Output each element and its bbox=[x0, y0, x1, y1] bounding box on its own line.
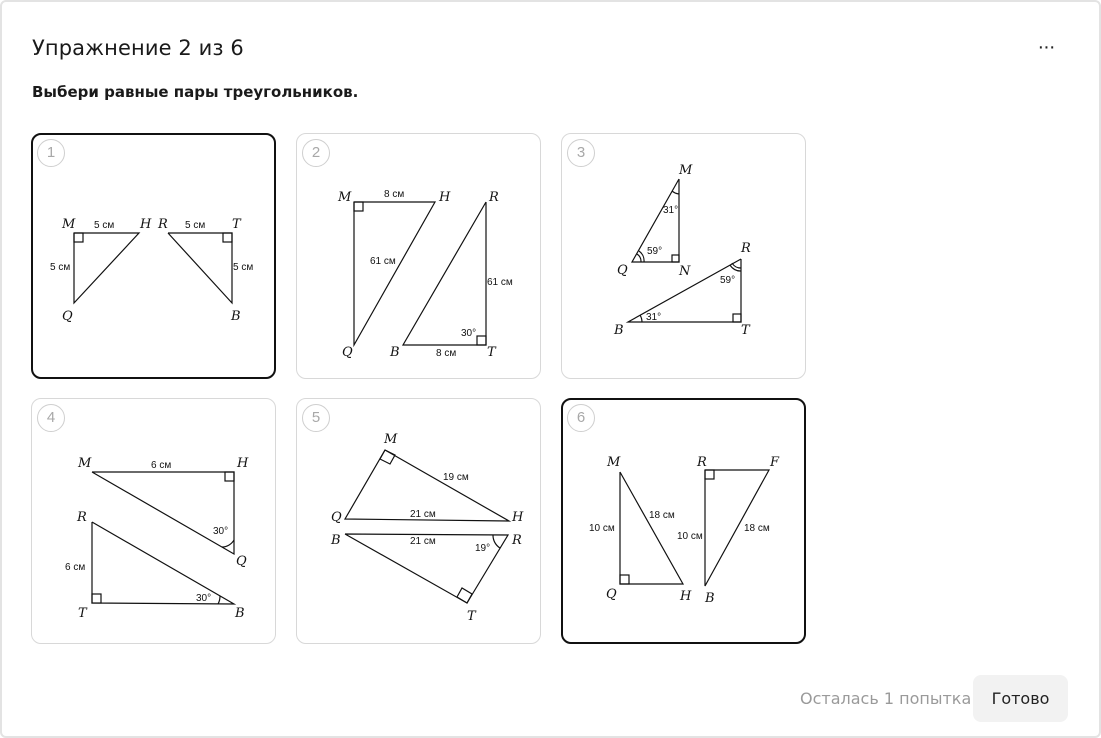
vertex-label: B bbox=[231, 309, 241, 324]
vertex-label: R bbox=[741, 241, 751, 256]
measure-label: 18 см bbox=[649, 510, 675, 521]
vertex-label: Q bbox=[236, 554, 247, 569]
ellipsis-icon[interactable]: ··· bbox=[1037, 36, 1055, 58]
done-button[interactable]: Готово bbox=[973, 675, 1068, 722]
measure-label: 19° bbox=[475, 543, 491, 554]
measure-label: 8 см bbox=[436, 348, 457, 359]
vertex-label: M bbox=[78, 456, 92, 471]
vertex-label: H bbox=[439, 190, 451, 205]
measure-label: 5 см bbox=[94, 220, 115, 231]
vertex-label: Q bbox=[62, 309, 73, 324]
vertex-label: M bbox=[679, 163, 693, 178]
option-card-3[interactable] bbox=[561, 133, 806, 379]
measure-label: 5 см bbox=[185, 220, 206, 231]
card-number: 4 bbox=[37, 404, 65, 432]
vertex-label: M bbox=[338, 190, 352, 205]
card-number: 2 bbox=[302, 139, 330, 167]
vertex-label: T bbox=[78, 606, 87, 621]
vertex-label: B bbox=[390, 345, 400, 360]
measure-label: 21 см bbox=[410, 536, 436, 547]
measure-label: 59° bbox=[647, 246, 663, 257]
card-number: 3 bbox=[567, 139, 595, 167]
triangle-pair-figure bbox=[32, 399, 277, 645]
measure-label: 61 см bbox=[487, 277, 513, 288]
measure-label: 8 см bbox=[384, 189, 405, 200]
vertex-label: Q bbox=[606, 587, 617, 602]
vertex-label: H bbox=[140, 217, 152, 232]
vertex-label: T bbox=[741, 323, 750, 338]
vertex-label: B bbox=[235, 606, 245, 621]
vertex-label: T bbox=[487, 345, 496, 360]
measure-label: 18 см bbox=[744, 523, 770, 534]
vertex-label: M bbox=[384, 432, 398, 447]
measure-label: 30° bbox=[196, 593, 212, 604]
task-instruction: Выбери равные пары треугольников. bbox=[32, 83, 359, 101]
vertex-label: T bbox=[467, 609, 476, 624]
measure-label: 31° bbox=[663, 205, 679, 216]
card-number: 1 bbox=[37, 139, 65, 167]
vertex-label: M bbox=[62, 217, 76, 232]
triangle-pair-figure bbox=[297, 134, 542, 380]
vertex-label: Q bbox=[331, 510, 342, 525]
vertex-label: R bbox=[512, 533, 522, 548]
measure-label: 30° bbox=[461, 328, 477, 339]
measure-label: 31° bbox=[646, 312, 662, 323]
exercise-title: Упражнение 2 из 6 bbox=[32, 36, 244, 60]
vertex-label: R bbox=[158, 217, 168, 232]
measure-label: 30° bbox=[213, 526, 229, 537]
option-card-5[interactable] bbox=[296, 398, 541, 644]
option-card-6[interactable] bbox=[561, 398, 806, 644]
vertex-label: M bbox=[607, 455, 621, 470]
vertex-label: H bbox=[512, 510, 524, 525]
vertex-label: H bbox=[237, 456, 249, 471]
option-card-2[interactable] bbox=[296, 133, 541, 379]
measure-label: 59° bbox=[720, 275, 736, 286]
card-number: 5 bbox=[302, 404, 330, 432]
vertex-label: B bbox=[614, 323, 624, 338]
vertex-label: T bbox=[232, 217, 241, 232]
card-number: 6 bbox=[567, 404, 595, 432]
vertex-label: R bbox=[77, 510, 87, 525]
vertex-label: B bbox=[705, 591, 715, 606]
triangle-pair-figure bbox=[563, 400, 808, 646]
measure-label: 61 см bbox=[370, 256, 396, 267]
measure-label: 21 см bbox=[410, 509, 436, 520]
triangle-pair-figure bbox=[297, 399, 542, 645]
triangle-pair-figure bbox=[33, 135, 278, 381]
measure-label: 19 см bbox=[443, 472, 469, 483]
measure-label: 5 см bbox=[50, 262, 71, 273]
measure-label: 6 см bbox=[65, 562, 86, 573]
measure-label: 5 см bbox=[233, 262, 254, 273]
vertex-label: F bbox=[770, 455, 780, 470]
option-card-4[interactable] bbox=[31, 398, 276, 644]
vertex-label: Q bbox=[617, 263, 628, 278]
vertex-label: H bbox=[680, 589, 692, 604]
measure-label: 10 см bbox=[677, 531, 703, 542]
option-card-1[interactable] bbox=[31, 133, 276, 379]
vertex-label: B bbox=[331, 533, 341, 548]
vertex-label: N bbox=[679, 264, 691, 279]
measure-label: 6 см bbox=[151, 460, 172, 471]
vertex-label: R bbox=[697, 455, 707, 470]
measure-label: 10 см bbox=[589, 523, 615, 534]
triangle-pair-figure bbox=[562, 134, 807, 380]
attempts-remaining: Осталась 1 попытка bbox=[800, 689, 972, 708]
vertex-label: R bbox=[489, 190, 499, 205]
vertex-label: Q bbox=[342, 345, 353, 360]
